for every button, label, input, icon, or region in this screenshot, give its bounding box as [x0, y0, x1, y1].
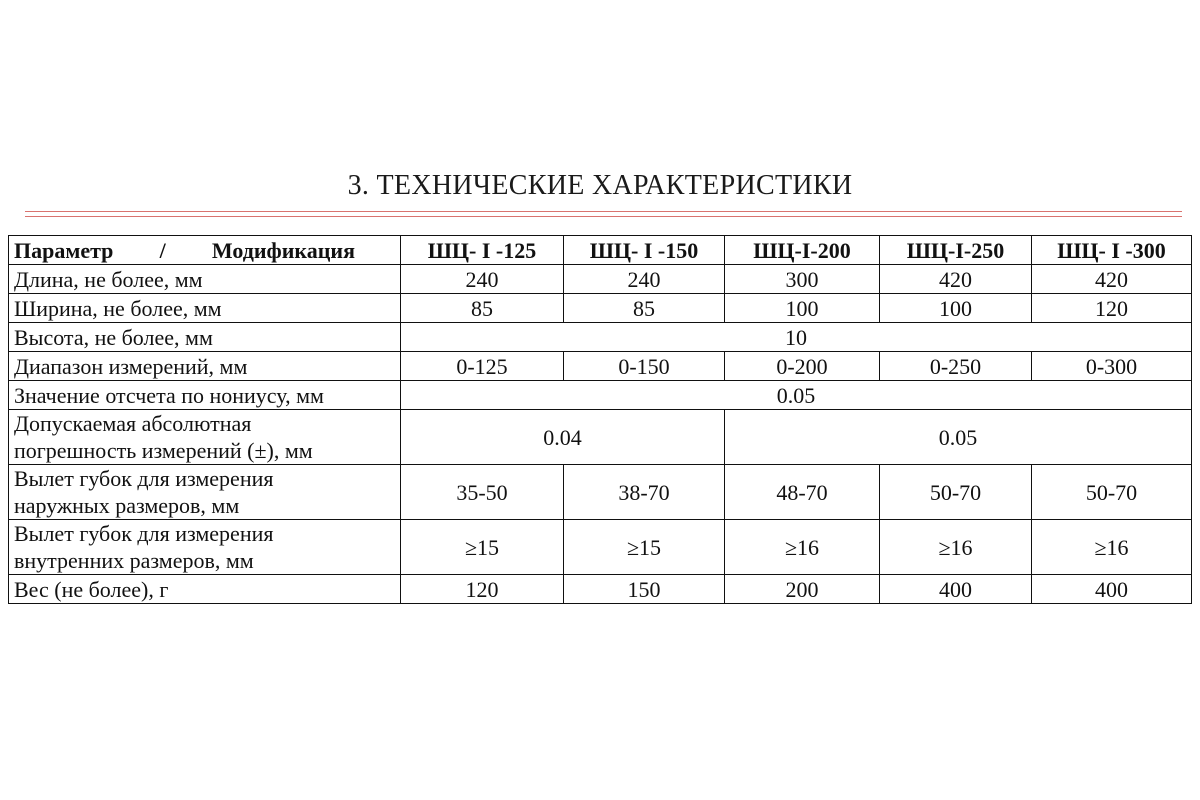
table-cell: 400	[1032, 575, 1192, 604]
header-row	[9, 236, 1192, 265]
row-inner-jaws	[9, 520, 1192, 575]
table-cell: 50-70	[1032, 465, 1192, 520]
table-cell: 240	[401, 265, 564, 294]
table-cell: 0-250	[880, 352, 1032, 381]
table-cell: 420	[880, 265, 1032, 294]
table-cell: 48-70	[725, 465, 880, 520]
title-divider-bottom	[25, 216, 1182, 217]
row-label: Длина, не более, мм	[9, 265, 401, 294]
table-cell: 85	[401, 294, 564, 323]
table-cell: ≥16	[880, 520, 1032, 575]
table-cell: 150	[564, 575, 725, 604]
header-modification-label: Модификация	[211, 237, 355, 263]
table-cell: ≥16	[725, 520, 880, 575]
table-cell: 420	[1032, 265, 1192, 294]
table-cell-merged: 0.04	[401, 410, 725, 465]
table-cell: 35-50	[401, 465, 564, 520]
row-height	[9, 323, 1192, 352]
row-label: Ширина, не более, мм	[9, 294, 401, 323]
header-param-label: Параметр	[14, 237, 114, 263]
row-label-line: Вылет губок для измерения	[14, 521, 274, 546]
row-length	[9, 265, 1192, 294]
row-label: Диапазон измерений, мм	[9, 352, 401, 381]
table-cell: 100	[725, 294, 880, 323]
table-cell-merged: 0.05	[725, 410, 1192, 465]
specifications-table	[8, 235, 1192, 604]
table-cell-merged: 10	[401, 323, 1192, 352]
row-width	[9, 294, 1192, 323]
table-cell: 0-125	[401, 352, 564, 381]
table-cell: 85	[564, 294, 725, 323]
header-parameter-cell	[9, 236, 401, 265]
table-cell: 120	[1032, 294, 1192, 323]
row-label-line: Допускаемая абсолютная	[14, 411, 252, 436]
page-title: 3. ТЕХНИЧЕСКИЕ ХАРАКТЕРИСТИКИ	[347, 170, 853, 201]
row-range	[9, 352, 1192, 381]
row-weight	[9, 575, 1192, 604]
row-label: Значение отсчета по нониусу, мм	[9, 381, 401, 410]
table-cell: ≥16	[1032, 520, 1192, 575]
table-cell: 240	[564, 265, 725, 294]
header-model-250: ШЦ-I-250	[880, 236, 1032, 265]
row-label	[9, 465, 401, 520]
header-model-150: ШЦ- I -150	[564, 236, 725, 265]
table-cell: 400	[880, 575, 1032, 604]
table-cell: ≥15	[401, 520, 564, 575]
row-label	[9, 410, 401, 465]
row-label-line: внутренних размеров, мм	[14, 548, 254, 573]
row-error	[9, 410, 1192, 465]
table-cell: 38-70	[564, 465, 725, 520]
table-cell: 120	[401, 575, 564, 604]
header-model-125: ШЦ- I -125	[401, 236, 564, 265]
row-label: Вес (не более), г	[9, 575, 401, 604]
title-divider-top	[25, 211, 1182, 212]
row-outer-jaws	[9, 465, 1192, 520]
header-model-300: ШЦ- I -300	[1032, 236, 1192, 265]
row-label-line: погрешность измерений (±), мм	[14, 438, 313, 463]
table-cell: 300	[725, 265, 880, 294]
table-cell: 50-70	[880, 465, 1032, 520]
table-cell: ≥15	[564, 520, 725, 575]
row-vernier	[9, 381, 1192, 410]
table-cell: 0-150	[564, 352, 725, 381]
row-label-line: наружных размеров, мм	[14, 493, 240, 518]
row-label	[9, 520, 401, 575]
table-cell: 100	[880, 294, 1032, 323]
table-cell: 0-300	[1032, 352, 1192, 381]
table-cell-merged: 0.05	[401, 381, 1192, 410]
header-model-200: ШЦ-I-200	[725, 236, 880, 265]
row-label-line: Вылет губок для измерения	[14, 466, 274, 491]
header-separator: /	[159, 237, 166, 263]
table-cell: 200	[725, 575, 880, 604]
row-label: Высота, не более, мм	[9, 323, 401, 352]
table-cell: 0-200	[725, 352, 880, 381]
